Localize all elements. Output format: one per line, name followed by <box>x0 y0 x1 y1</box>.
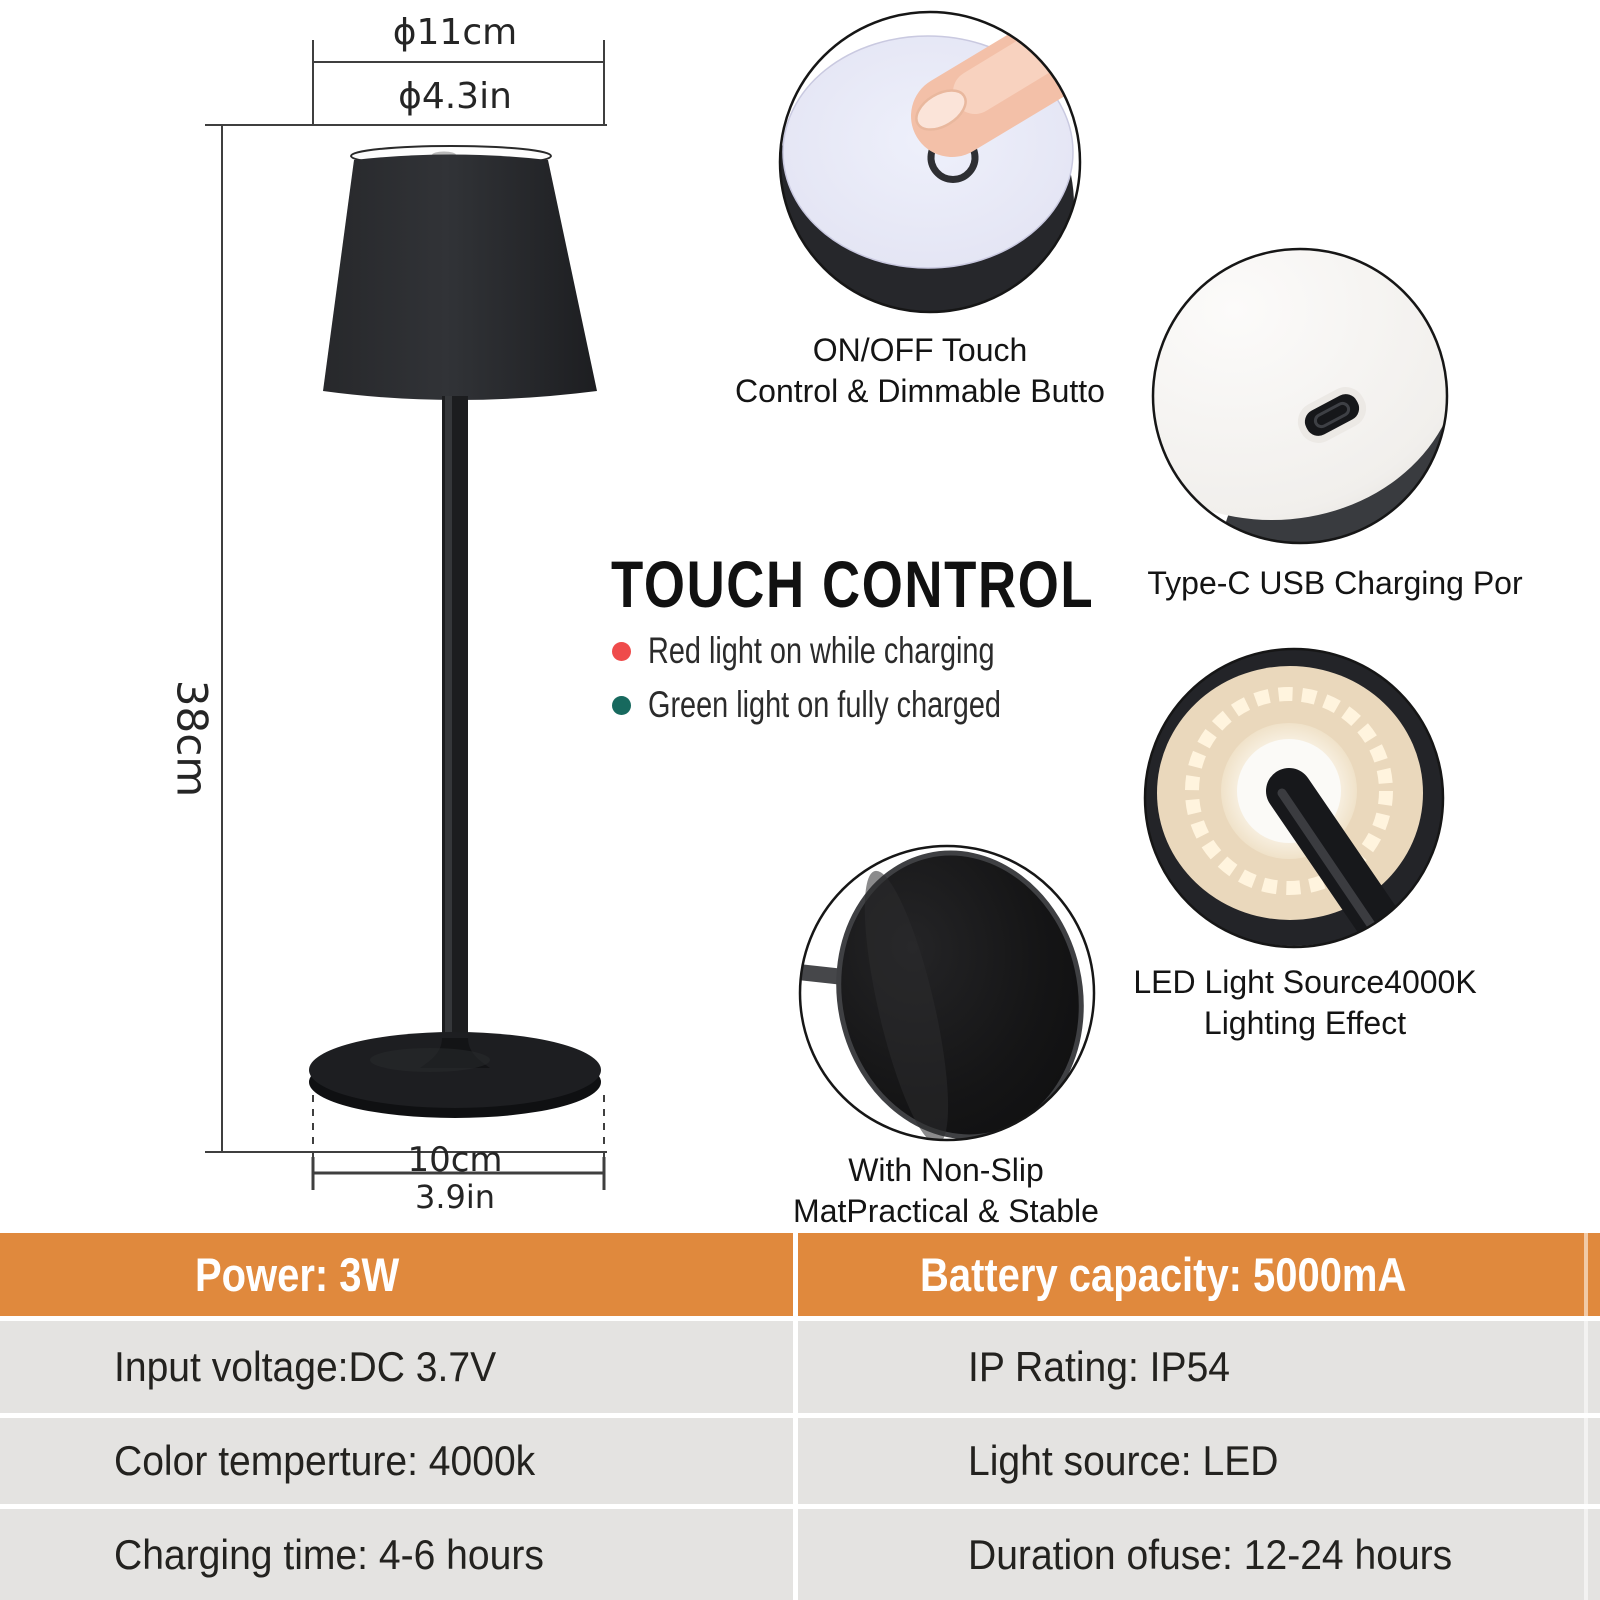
touch-button-caption-line1: ON/OFF Touch <box>812 332 1028 368</box>
green-status-dot <box>612 696 631 715</box>
spec-header-battery-text: Battery capacity: 5000mA <box>920 1248 1407 1301</box>
touch-button-caption-line2: Control & Dimmable Butto <box>735 372 1105 409</box>
led-source-caption-line1: LED Light Source4000K <box>1133 964 1477 1000</box>
usb-port-caption-line1: Type-C USB Charging Por <box>1147 565 1523 601</box>
dimension-top-in: ɸ4.3in <box>398 76 512 117</box>
non-slip-mat-caption <box>736 1150 1156 1232</box>
spec-cell-charging-time <box>0 1509 793 1600</box>
spec-cell-duration <box>798 1509 1600 1600</box>
bullet-charging <box>612 630 1092 672</box>
spec-cell-color-temperature-text: Color temperture: 4000k <box>114 1437 536 1484</box>
spec-table <box>0 1233 1600 1600</box>
dimension-top-cm: ɸ11cm <box>392 12 518 53</box>
table-right-divider <box>1584 1233 1588 1600</box>
touch-button-caption <box>710 330 1130 412</box>
spec-header-power-text: Power: 3W <box>195 1248 400 1301</box>
spec-cell-input-voltage-text: Input voltage:DC 3.7V <box>114 1343 497 1390</box>
dimension-height: 38cm <box>167 679 217 798</box>
bullet-charged-text: Green light on fully charged <box>648 684 1001 725</box>
bullet-charging-text: Red light on while charging <box>648 630 995 671</box>
spec-cell-light-source-text: Light source: LED <box>968 1437 1279 1484</box>
led-source-caption-line2: Lighting Effect <box>1203 1004 1407 1041</box>
spec-cell-input-voltage <box>0 1321 793 1413</box>
dimension-base-cm: 10cm <box>407 1140 503 1180</box>
spec-cell-charging-time-text: Charging time: 4-6 hours <box>114 1530 544 1578</box>
lamp-shade <box>323 155 597 401</box>
led-source-scene <box>1142 642 1446 962</box>
spec-header-power <box>0 1233 793 1316</box>
red-status-dot <box>612 642 631 661</box>
spec-cell-ip-rating-text: IP Rating: IP54 <box>968 1343 1231 1390</box>
non-slip-mat-caption-line2: MatPractical & Stable <box>793 1192 1099 1229</box>
spec-cell-duration-text: Duration ofuse: 12-24 hours <box>968 1530 1453 1578</box>
usb-port-caption <box>1125 563 1545 604</box>
non-slip-mat-caption-line1: With Non-Slip <box>848 1152 1044 1188</box>
non-slip-mat-scene <box>798 829 1109 1162</box>
lamp-drawing <box>309 146 601 1118</box>
bullet-charged <box>612 684 1101 726</box>
touch-control-title: TOUCH CONTROL <box>611 547 1095 621</box>
dimension-base-in: 3.9in <box>414 1178 496 1216</box>
spec-cell-color-temperature <box>0 1418 793 1504</box>
led-source-caption <box>1095 962 1515 1044</box>
spec-header-battery <box>798 1233 1600 1316</box>
spec-cell-light-source <box>798 1418 1600 1504</box>
spec-cell-ip-rating <box>798 1321 1600 1413</box>
touch-button-scene <box>770 10 1115 357</box>
